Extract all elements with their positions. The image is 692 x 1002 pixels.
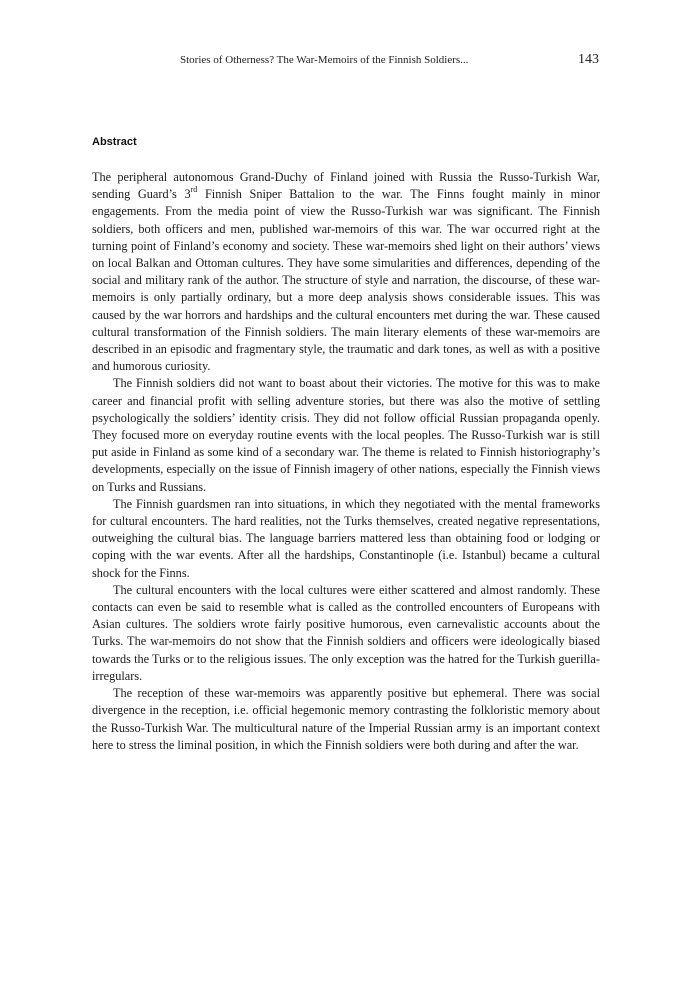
abstract-paragraph-5: The reception of these war-memoirs was apparently positive but ephemeral. There was social divergence in the reception, i.e. official hegemonic memory contrasting the folkloristic memory about the Russo-Turkish War. The multicultural nature of the Imperial Russian army is an important context here to stress the liminal position, in which the Finnish soldiers were both during and after the war. <box>92 686 600 752</box>
ordinal-superscript: rd <box>190 185 198 195</box>
abstract-paragraph-3: The Finnish guardsmen ran into situations, in which they negotiated with the mental frameworks for cultural encounters. The hard realities, not the Turks themselves, created negative representations, outweighing the cultural bias. The language barriers mattered less than obtaining food or lodging or coping with the war events. After all the hardships, Constantinople (i.e. Istanbul) became a cultural shock for the Finns. <box>92 496 600 580</box>
abstract-body <box>92 169 600 754</box>
paragraph-1-text-end: Finnish Sniper Battalion to the war. The Finns fought mainly in minor engagements. From the media point of view the Russo-Turkish war was significant. The Finnish soldiers, both officers and men, published war-memoirs of this war. The war occurred right at the turning point of Finland’s economy and society. These war-memoirs shed light on their authors’ views on local Balkan and Ottoman cultures. They have some simularities and differences, depending of the social and military rank of the author. The structure of style and narration, the discourse, of these war-memoirs is only partially ordinary, but a more deep analysis shows considerable issues. This was caused by the war horrors and hardships and the cultural encounters met during the war. These caused cultural transformation of the Finnish soldiers. The main literary elements of these war-memoirs are described in an episodic and fragmentary style, the traumatic and dark tones, as well as with a positive and humorous curiosity. <box>92 187 601 374</box>
abstract-paragraph-1 <box>92 169 600 375</box>
page-number: 143 <box>578 52 599 67</box>
running-title: Stories of Otherness? The War-Memoirs of the Finnish Soldiers... <box>180 54 469 66</box>
abstract-paragraph-2: The Finnish soldiers did not want to boast about their victories. The motive for this was to make career and financial profit with selling adventure stories, but there was also the motive of settling psychologically the soldiers’ identity crisis. They did not follow official Russian propaganda openly. They focused more on everyday routine events with the local peoples. The Russo-Turkish war is still put aside in Finland as some kind of a secondary war. The theme is related to Finnish historiography’s developments, especially on the issue of Finnish imagery of other nations, especially the Finnish views on Turks and Russians. <box>92 376 600 494</box>
abstract-paragraph-4: The cultural encounters with the local cultures were either scattered and almost randomly. These contacts can even be said to resemble what is called as the controlled encounters of Europeans with Asian cultures. The soldiers wrote fairly positive humorous, even carnevalistic accounts about the Turks. The war-memoirs do not show that the Finnish soldiers and officers were ideologically biased towards the Turks or to the religious issues. The only exception was the hatred for the Turkish guerilla-irregulars. <box>92 582 600 683</box>
abstract-heading: Abstract <box>92 136 137 148</box>
paragraph-1-text-start: The peripheral autonomous Grand-Duchy of Finland joined with Russia the Russo-Turkish War, sending Guard’s 3 <box>92 170 600 202</box>
